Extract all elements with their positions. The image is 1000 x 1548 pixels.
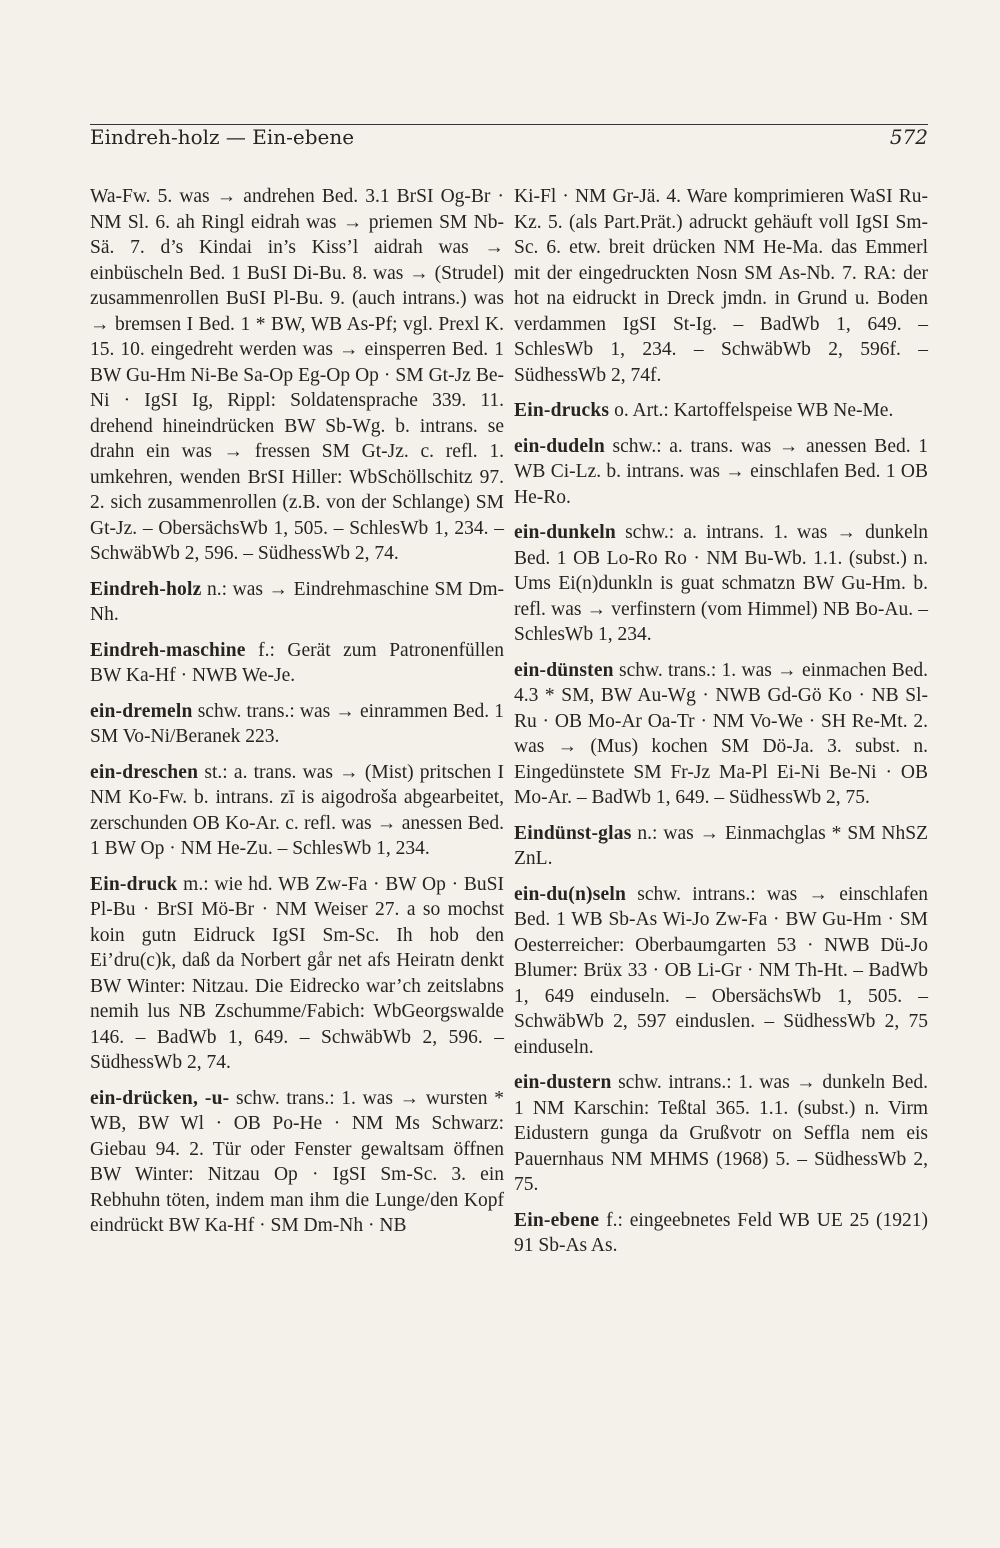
dictionary-entry [90, 1086, 504, 1239]
entry-headword: Eindünst-glas [514, 822, 632, 844]
entry-headword: Ein-drucks [514, 400, 610, 421]
dictionary-entry [514, 658, 928, 811]
running-title: Eindreh-holz — Ein-ebene [90, 125, 355, 149]
entry-body: schw.: a. trans. was → anessen Bed. 1 WB Ci-Lz. b. intrans. was → einschlafen Bed. 1 OB He-Ro. [514, 435, 928, 508]
entry-body: o. Art.: Kartoffelspeise WB Ne-Me. [609, 400, 894, 421]
dictionary-entry [514, 434, 928, 511]
dictionary-entry [90, 872, 504, 1076]
dictionary-entry [90, 699, 504, 750]
entry-headword: ein-dunkeln [514, 522, 616, 543]
dictionary-entry [514, 1070, 928, 1198]
entry-body: n.: was → Eindrehmaschine SM Dm-Nh. [90, 578, 504, 625]
entry-headword: ein-drücken, -u- [90, 1087, 230, 1109]
entry-headword: Eindreh-holz [90, 578, 202, 600]
right-column [514, 184, 928, 1269]
entry-body: n.: was → Einmachglas * SM NhSZ ZnL. [514, 822, 928, 869]
dictionary-entry [514, 882, 928, 1061]
entry-continuation: Wa-Fw. 5. was → andrehen Bed. 3.1 BrSI Og-Br · NM Sl. 6. ah Ringl eidrah was → priemen SM Nb-Sä. 7. d’s Kindai in’s Kiss’l aidrah was → einbüscheln Bed. 1 BuSI Di-Bu. 8. was → (Strudel) zusammenrollen BuSI Pl-Bu. 9. (auch intrans.) was → bremsen I Bed. 1 * BW, WB As-Pf; vgl. Prexl K. 15. 10. eingedreht werden was → einsperren Bed. 1 BW Gu-Hm Ni-Be Sa-Op Eg-Op Op · SM Gt-Jz Be-Ni · IgSI Ig, Rippl: Soldatensprache 339. 11. drehend hineindrücken BW Sb-Wg. b. intrans. se drahn ein was → fressen SM Gt-Jz. c. refl. 1. umkehren, wenden BrSI Hiller: WbSchöllschitz 97. 2. sich zusammenrollen (z.B. von der Schlange) SM Gt-Jz. – ObersächsWb 1, 505. – SchlesWb 1, 234. – SchwäbWb 2, 596. – SüdhessWb 2, 74. [90, 186, 504, 564]
dictionary-entry [514, 821, 928, 872]
dictionary-entry [514, 520, 928, 648]
entry-body: schw. trans.: 1. was → einmachen Bed. 4.3 * SM, BW Au-Wg · NWB Gd-Gö Ko · NB Sl-Ru · OB Mo-Ar Oa-Tr · NM Vo-We · SH Re-Mt. 2. was → (Mus) kochen SM Dö-Ja. 3. subst. n. Eingedünstete SM Fr-Jz Ma-Pl Ei-Ni Be-Ni · OB Mo-Ar. – BadWb 1, 649. – SüdhessWb 2, 75. [514, 659, 928, 808]
dictionary-entry [90, 577, 504, 628]
running-header [90, 122, 928, 149]
dictionary-entry [514, 1208, 928, 1259]
entry-headword: Eindreh-maschine [90, 639, 246, 661]
dictionary-entry [90, 760, 504, 862]
entry-headword: ein-dünsten [514, 659, 614, 681]
entry-body: f.: Gerät zum Patronenfüllen BW Ka-Hf · NWB We-Je. [90, 639, 504, 686]
entry-body: schw.: a. intrans. 1. was → dunkeln Bed. 1 OB Lo-Ro Ro · NM Bu-Wb. 1.1. (subst.) n. Ums Ei(n)dunkln is guat schmatzn BW Gu-Hm. b. refl. was → verfinstern (vom Himmel) NB Bo-Au. – SchlesWb 1, 234. [514, 522, 928, 645]
page-number: 572 [889, 125, 928, 149]
entry-headword: ein-dudeln [514, 435, 605, 457]
entry-headword: ein-du(n)seln [514, 883, 627, 905]
entry-body: f.: eingeebnetes Feld WB UE 25 (1921) 91 Sb-As As. [514, 1209, 928, 1256]
entry-body: schw. trans.: 1. was → wursten * WB, BW Wl · OB Po-He · NM Ms Schwarz: Giebau 94. 2. Tür oder Fenster gewaltsam öffnen BW Winter: Nitzau Op · IgSI Sm-Sc. 3. ein Rebhuhn töten, indem man ihm die Lunge/den Kopf eindrückt BW Ka-Hf · SM Dm-Nh · NB [90, 1087, 504, 1236]
entry-body: schw. trans.: was → einrammen Bed. 1 SM Vo-Ni/Beranek 223. [90, 700, 504, 747]
entry-headword: ein-dustern [514, 1072, 612, 1093]
entry-headword: Ein-ebene [514, 1209, 600, 1231]
dictionary-entry [90, 638, 504, 689]
entry-headword: ein-dreschen [90, 761, 199, 783]
dictionary-entry [514, 398, 928, 424]
left-column [90, 184, 504, 1249]
entry-headword: Ein-druck [90, 873, 178, 895]
entry-headword: ein-dremeln [90, 700, 193, 722]
entry-body: schw. intrans.: was → einschlafen Bed. 1 WB Sb-As Wi-Jo Zw-Fa · BW Gu-Hm · SM Oesterreicher: Oberbaumgarten 53 · NWB Dü-Jo Blumer: Brüx 33 · OB Li-Gr · NM Th-Ht. – BadWb 1, 649 einduseln. – ObersächsWb 1, 505. – SchwäbWb 2, 597 einduslen. – SüdhessWb 2, 75 einduseln. [514, 883, 928, 1058]
entry-continuation: Ki-Fl · NM Gr-Jä. 4. Ware komprimieren WaSI Ru-Kz. 5. (als Part.Prät.) adruckt gehäuft voll IgSI Sm-Sc. 6. etw. breit drücken NM He-Ma. das Emmerl mit der eingedruckten Nosn SM As-Nb. 7. RA: der hot na eidruckt in Dreck jmdn. in Grund u. Boden verdammen IgSI St-Ig. – BadWb 1, 649. – SchlesWb 1, 234. – SchwäbWb 2, 596f. – SüdhessWb 2, 74f. [514, 186, 928, 386]
entry-body: st.: a. trans. was → (Mist) pritschen I NM Ko-Fw. b. intrans. zī is aigodroša abgearbeitet, zerschunden OB Ko-Ar. c. refl. was → anessen Bed. 1 BW Op · NM He-Zu. – SchlesWb 1, 234. [90, 761, 504, 859]
entry-body: schw. intrans.: 1. was → dunkeln Bed. 1 NM Karschin: Teßtal 365. 1.1. (subst.) n. Virm Eidustern gunga da Grußvotr on Seffla nem eis Pauernhaus NM MHMS (1968) 5. – SüdhessWb 2, 75. [514, 1072, 928, 1195]
entry-body: m.: wie hd. WB Zw-Fa · BW Op · BuSI Pl-Bu · BrSI Mö-Br · NM Weiser 27. a so mochst koin gutn Eidruck IgSI Sm-Sc. Ih hob den Ei’dru(c)k, daß da Norbert går net afs Heiratn denkt BW Winter: Nitzau. Die Eidrecko war’ch zeitslabns nemih lus NB Zschumme/Fabich: WbGeorgswalde 146. – BadWb 1, 649. – SchwäbWb 2, 596. – SüdhessWb 2, 74. [90, 873, 504, 1073]
